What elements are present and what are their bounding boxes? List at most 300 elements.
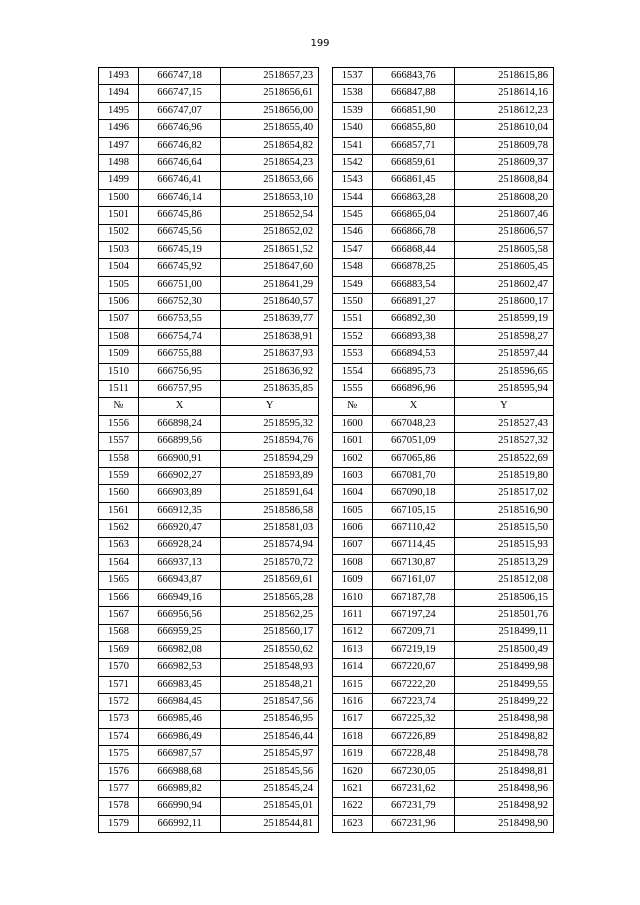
y-coordinate-cell: 2518562,25	[221, 607, 319, 624]
y-coordinate-cell: 2518652,02	[221, 224, 319, 241]
x-coordinate-cell: 666859,61	[372, 154, 454, 171]
x-coordinate-cell: 666983,45	[139, 676, 221, 693]
column-gap	[319, 433, 333, 450]
y-coordinate-cell: 2518527,32	[454, 433, 553, 450]
table-row	[99, 276, 554, 293]
column-gap	[319, 85, 333, 102]
x-coordinate-cell: 666863,28	[372, 189, 454, 206]
table-row	[99, 328, 554, 345]
point-number-cell: 1554	[332, 363, 372, 380]
point-number-cell: 1564	[99, 554, 139, 571]
column-gap	[319, 659, 333, 676]
point-number-cell: 1507	[99, 311, 139, 328]
y-coordinate-cell: 2518545,01	[221, 798, 319, 815]
column-gap	[319, 467, 333, 484]
column-gap	[319, 798, 333, 815]
table-row	[99, 102, 554, 119]
point-number-cell: 1503	[99, 241, 139, 258]
x-coordinate-cell: 666878,25	[372, 259, 454, 276]
coordinates-table	[98, 67, 554, 833]
x-coordinate-cell: 666746,82	[139, 137, 221, 154]
x-coordinate-cell: 667130,87	[372, 554, 454, 571]
point-number-cell: 1540	[332, 120, 372, 137]
point-number-cell: 1617	[332, 711, 372, 728]
header-y: Y	[221, 398, 319, 415]
point-number-cell: 1547	[332, 241, 372, 258]
point-number-cell: 1570	[99, 659, 139, 676]
y-coordinate-cell: 2518499,11	[454, 624, 553, 641]
x-coordinate-cell: 666985,46	[139, 711, 221, 728]
point-number-cell: 1537	[332, 68, 372, 85]
column-gap	[319, 711, 333, 728]
y-coordinate-cell: 2518609,78	[454, 137, 553, 154]
point-number-cell: 1577	[99, 781, 139, 798]
y-coordinate-cell: 2518654,82	[221, 137, 319, 154]
x-coordinate-cell: 667219,19	[372, 641, 454, 658]
point-number-cell: 1566	[99, 589, 139, 606]
point-number-cell: 1500	[99, 189, 139, 206]
point-number-cell: 1546	[332, 224, 372, 241]
table-row	[99, 346, 554, 363]
column-gap	[319, 554, 333, 571]
table-row	[99, 224, 554, 241]
y-coordinate-cell: 2518501,76	[454, 607, 553, 624]
x-coordinate-cell: 666937,13	[139, 554, 221, 571]
x-coordinate-cell: 666943,87	[139, 572, 221, 589]
x-coordinate-cell: 667222,20	[372, 676, 454, 693]
x-coordinate-cell: 666754,74	[139, 328, 221, 345]
x-coordinate-cell: 666912,35	[139, 502, 221, 519]
x-coordinate-cell: 666987,57	[139, 746, 221, 763]
point-number-cell: 1608	[332, 554, 372, 571]
y-coordinate-cell: 2518614,16	[454, 85, 553, 102]
x-coordinate-cell: 666746,14	[139, 189, 221, 206]
column-gap	[319, 294, 333, 311]
column-gap	[319, 102, 333, 119]
y-coordinate-cell: 2518656,00	[221, 102, 319, 119]
y-coordinate-cell: 2518597,44	[454, 346, 553, 363]
y-coordinate-cell: 2518609,37	[454, 154, 553, 171]
table-row	[99, 502, 554, 519]
y-coordinate-cell: 2518637,93	[221, 346, 319, 363]
y-coordinate-cell: 2518517,02	[454, 485, 553, 502]
x-coordinate-cell: 666745,19	[139, 241, 221, 258]
x-coordinate-cell: 666893,38	[372, 328, 454, 345]
x-coordinate-cell: 666899,56	[139, 433, 221, 450]
y-coordinate-cell: 2518546,44	[221, 728, 319, 745]
y-coordinate-cell: 2518605,58	[454, 241, 553, 258]
x-coordinate-cell: 666745,86	[139, 207, 221, 224]
column-gap	[319, 398, 333, 415]
point-number-cell: 1499	[99, 172, 139, 189]
x-coordinate-cell: 666847,88	[372, 85, 454, 102]
point-number-cell: 1550	[332, 294, 372, 311]
x-coordinate-cell: 667226,89	[372, 728, 454, 745]
table-row	[99, 172, 554, 189]
table-header-row	[99, 398, 554, 415]
y-coordinate-cell: 2518560,17	[221, 624, 319, 641]
column-gap	[319, 781, 333, 798]
table-row	[99, 537, 554, 554]
column-gap	[319, 311, 333, 328]
table-row	[99, 259, 554, 276]
x-coordinate-cell: 666902,27	[139, 467, 221, 484]
point-number-cell: 1548	[332, 259, 372, 276]
table-row	[99, 120, 554, 137]
point-number-cell: 1563	[99, 537, 139, 554]
table-row	[99, 781, 554, 798]
x-coordinate-cell: 666851,90	[372, 102, 454, 119]
point-number-cell: 1561	[99, 502, 139, 519]
table-row	[99, 467, 554, 484]
table-row	[99, 572, 554, 589]
point-number-cell: 1495	[99, 102, 139, 119]
point-number-cell: 1565	[99, 572, 139, 589]
point-number-cell: 1494	[99, 85, 139, 102]
point-number-cell: 1616	[332, 694, 372, 711]
x-coordinate-cell: 666747,18	[139, 68, 221, 85]
point-number-cell: 1551	[332, 311, 372, 328]
y-coordinate-cell: 2518546,95	[221, 711, 319, 728]
x-coordinate-cell: 666990,94	[139, 798, 221, 815]
point-number-cell: 1553	[332, 346, 372, 363]
point-number-cell: 1552	[332, 328, 372, 345]
x-coordinate-cell: 666747,15	[139, 85, 221, 102]
y-coordinate-cell: 2518594,29	[221, 450, 319, 467]
table-row	[99, 485, 554, 502]
x-coordinate-cell: 666883,54	[372, 276, 454, 293]
column-gap	[319, 763, 333, 780]
point-number-cell: 1621	[332, 781, 372, 798]
point-number-cell: 1572	[99, 694, 139, 711]
y-coordinate-cell: 2518545,24	[221, 781, 319, 798]
point-number-cell: 1501	[99, 207, 139, 224]
column-gap	[319, 589, 333, 606]
y-coordinate-cell: 2518519,80	[454, 467, 553, 484]
y-coordinate-cell: 2518498,90	[454, 815, 553, 832]
x-coordinate-cell: 667090,18	[372, 485, 454, 502]
point-number-cell: 1555	[332, 381, 372, 398]
point-number-cell: 1562	[99, 520, 139, 537]
table-row	[99, 746, 554, 763]
point-number-cell: 1573	[99, 711, 139, 728]
x-coordinate-cell: 666746,96	[139, 120, 221, 137]
y-coordinate-cell: 2518653,66	[221, 172, 319, 189]
x-coordinate-cell: 667187,78	[372, 589, 454, 606]
point-number-cell: 1614	[332, 659, 372, 676]
table-row	[99, 415, 554, 432]
y-coordinate-cell: 2518657,23	[221, 68, 319, 85]
x-coordinate-cell: 666895,73	[372, 363, 454, 380]
x-coordinate-cell: 666988,68	[139, 763, 221, 780]
column-gap	[319, 415, 333, 432]
y-coordinate-cell: 2518498,82	[454, 728, 553, 745]
column-gap	[319, 815, 333, 832]
column-gap	[319, 137, 333, 154]
point-number-cell: 1506	[99, 294, 139, 311]
point-number-cell: 1508	[99, 328, 139, 345]
y-coordinate-cell: 2518595,32	[221, 415, 319, 432]
y-coordinate-cell: 2518608,20	[454, 189, 553, 206]
x-coordinate-cell: 666989,82	[139, 781, 221, 798]
table-row	[99, 311, 554, 328]
x-coordinate-cell: 666857,71	[372, 137, 454, 154]
column-gap	[319, 641, 333, 658]
y-coordinate-cell: 2518548,21	[221, 676, 319, 693]
y-coordinate-cell: 2518586,58	[221, 502, 319, 519]
column-gap	[319, 224, 333, 241]
x-coordinate-cell: 666898,24	[139, 415, 221, 432]
y-coordinate-cell: 2518547,56	[221, 694, 319, 711]
x-coordinate-cell: 666892,30	[372, 311, 454, 328]
point-number-cell: 1611	[332, 607, 372, 624]
y-coordinate-cell: 2518581,03	[221, 520, 319, 537]
x-coordinate-cell: 667048,23	[372, 415, 454, 432]
point-number-cell: 1605	[332, 502, 372, 519]
column-gap	[319, 728, 333, 745]
x-coordinate-cell: 667051,09	[372, 433, 454, 450]
x-coordinate-cell: 667223,74	[372, 694, 454, 711]
y-coordinate-cell: 2518654,23	[221, 154, 319, 171]
table-row	[99, 641, 554, 658]
column-gap	[319, 259, 333, 276]
table-row	[99, 659, 554, 676]
point-number-cell: 1545	[332, 207, 372, 224]
header-x: X	[372, 398, 454, 415]
x-coordinate-cell: 667105,15	[372, 502, 454, 519]
point-number-cell: 1575	[99, 746, 139, 763]
point-number-cell: 1557	[99, 433, 139, 450]
x-coordinate-cell: 666752,30	[139, 294, 221, 311]
y-coordinate-cell: 2518499,22	[454, 694, 553, 711]
y-coordinate-cell: 2518647,60	[221, 259, 319, 276]
table-row	[99, 381, 554, 398]
header-number: №	[332, 398, 372, 415]
table-row	[99, 450, 554, 467]
y-coordinate-cell: 2518653,10	[221, 189, 319, 206]
table-row	[99, 711, 554, 728]
point-number-cell: 1496	[99, 120, 139, 137]
x-coordinate-cell: 666949,16	[139, 589, 221, 606]
column-gap	[319, 485, 333, 502]
y-coordinate-cell: 2518545,97	[221, 746, 319, 763]
x-coordinate-cell: 666757,95	[139, 381, 221, 398]
point-number-cell: 1560	[99, 485, 139, 502]
x-coordinate-cell: 666986,49	[139, 728, 221, 745]
y-coordinate-cell: 2518550,62	[221, 641, 319, 658]
x-coordinate-cell: 666855,80	[372, 120, 454, 137]
point-number-cell: 1602	[332, 450, 372, 467]
column-gap	[319, 694, 333, 711]
x-coordinate-cell: 666751,00	[139, 276, 221, 293]
table-row	[99, 589, 554, 606]
y-coordinate-cell: 2518636,92	[221, 363, 319, 380]
column-gap	[319, 241, 333, 258]
x-coordinate-cell: 666984,45	[139, 694, 221, 711]
point-number-cell: 1603	[332, 467, 372, 484]
y-coordinate-cell: 2518596,65	[454, 363, 553, 380]
point-number-cell: 1607	[332, 537, 372, 554]
column-gap	[319, 450, 333, 467]
column-gap	[319, 154, 333, 171]
y-coordinate-cell: 2518595,94	[454, 381, 553, 398]
y-coordinate-cell: 2518515,50	[454, 520, 553, 537]
y-coordinate-cell: 2518598,27	[454, 328, 553, 345]
point-number-cell: 1579	[99, 815, 139, 832]
point-number-cell: 1571	[99, 676, 139, 693]
y-coordinate-cell: 2518635,85	[221, 381, 319, 398]
table-row	[99, 728, 554, 745]
point-number-cell: 1543	[332, 172, 372, 189]
point-number-cell: 1604	[332, 485, 372, 502]
table-row	[99, 85, 554, 102]
y-coordinate-cell: 2518638,91	[221, 328, 319, 345]
point-number-cell: 1538	[332, 85, 372, 102]
point-number-cell: 1498	[99, 154, 139, 171]
x-coordinate-cell: 666747,07	[139, 102, 221, 119]
y-coordinate-cell: 2518570,72	[221, 554, 319, 571]
x-coordinate-cell: 666756,95	[139, 363, 221, 380]
x-coordinate-cell: 667065,86	[372, 450, 454, 467]
x-coordinate-cell: 667231,96	[372, 815, 454, 832]
table-row	[99, 607, 554, 624]
column-gap	[319, 68, 333, 85]
point-number-cell: 1606	[332, 520, 372, 537]
x-coordinate-cell: 666753,55	[139, 311, 221, 328]
y-coordinate-cell: 2518498,96	[454, 781, 553, 798]
point-number-cell: 1623	[332, 815, 372, 832]
point-number-cell: 1620	[332, 763, 372, 780]
x-coordinate-cell: 666896,96	[372, 381, 454, 398]
table-row	[99, 433, 554, 450]
y-coordinate-cell: 2518655,40	[221, 120, 319, 137]
x-coordinate-cell: 667231,79	[372, 798, 454, 815]
point-number-cell: 1618	[332, 728, 372, 745]
point-number-cell: 1574	[99, 728, 139, 745]
header-number: №	[99, 398, 139, 415]
point-number-cell: 1567	[99, 607, 139, 624]
y-coordinate-cell: 2518651,52	[221, 241, 319, 258]
column-gap	[319, 520, 333, 537]
y-coordinate-cell: 2518498,81	[454, 763, 553, 780]
point-number-cell: 1549	[332, 276, 372, 293]
y-coordinate-cell: 2518512,08	[454, 572, 553, 589]
x-coordinate-cell: 666956,56	[139, 607, 221, 624]
table-row	[99, 68, 554, 85]
point-number-cell: 1505	[99, 276, 139, 293]
x-coordinate-cell: 667161,07	[372, 572, 454, 589]
x-coordinate-cell: 666959,25	[139, 624, 221, 641]
point-number-cell: 1511	[99, 381, 139, 398]
point-number-cell: 1504	[99, 259, 139, 276]
column-gap	[319, 328, 333, 345]
column-gap	[319, 676, 333, 693]
y-coordinate-cell: 2518569,61	[221, 572, 319, 589]
y-coordinate-cell: 2518607,46	[454, 207, 553, 224]
table-row	[99, 676, 554, 693]
x-coordinate-cell: 666982,53	[139, 659, 221, 676]
point-number-cell: 1609	[332, 572, 372, 589]
y-coordinate-cell: 2518610,04	[454, 120, 553, 137]
y-coordinate-cell: 2518600,17	[454, 294, 553, 311]
column-gap	[319, 363, 333, 380]
column-gap	[319, 346, 333, 363]
x-coordinate-cell: 666746,41	[139, 172, 221, 189]
point-number-cell: 1544	[332, 189, 372, 206]
point-number-cell: 1510	[99, 363, 139, 380]
y-coordinate-cell: 2518608,84	[454, 172, 553, 189]
x-coordinate-cell: 666920,47	[139, 520, 221, 537]
x-coordinate-cell: 666866,78	[372, 224, 454, 241]
y-coordinate-cell: 2518652,54	[221, 207, 319, 224]
x-coordinate-cell: 666865,04	[372, 207, 454, 224]
table-row	[99, 294, 554, 311]
point-number-cell: 1509	[99, 346, 139, 363]
y-coordinate-cell: 2518498,78	[454, 746, 553, 763]
x-coordinate-cell: 666861,45	[372, 172, 454, 189]
column-gap	[319, 276, 333, 293]
y-coordinate-cell: 2518640,57	[221, 294, 319, 311]
table-row	[99, 154, 554, 171]
y-coordinate-cell: 2518602,47	[454, 276, 553, 293]
table-row	[99, 815, 554, 832]
column-gap	[319, 120, 333, 137]
y-coordinate-cell: 2518544,81	[221, 815, 319, 832]
column-gap	[319, 537, 333, 554]
point-number-cell: 1610	[332, 589, 372, 606]
column-gap	[319, 172, 333, 189]
y-coordinate-cell: 2518593,89	[221, 467, 319, 484]
table-row	[99, 798, 554, 815]
column-gap	[319, 502, 333, 519]
column-gap	[319, 189, 333, 206]
y-coordinate-cell: 2518500,49	[454, 641, 553, 658]
point-number-cell: 1578	[99, 798, 139, 815]
x-coordinate-cell: 667081,70	[372, 467, 454, 484]
header-x: X	[139, 398, 221, 415]
y-coordinate-cell: 2518498,92	[454, 798, 553, 815]
point-number-cell: 1539	[332, 102, 372, 119]
point-number-cell: 1569	[99, 641, 139, 658]
column-gap	[319, 746, 333, 763]
point-number-cell: 1612	[332, 624, 372, 641]
y-coordinate-cell: 2518615,86	[454, 68, 553, 85]
header-y: Y	[454, 398, 553, 415]
x-coordinate-cell: 666755,88	[139, 346, 221, 363]
point-number-cell: 1493	[99, 68, 139, 85]
y-coordinate-cell: 2518516,90	[454, 502, 553, 519]
x-coordinate-cell: 666903,89	[139, 485, 221, 502]
y-coordinate-cell: 2518545,56	[221, 763, 319, 780]
table-row	[99, 207, 554, 224]
column-gap	[319, 607, 333, 624]
y-coordinate-cell: 2518639,77	[221, 311, 319, 328]
y-coordinate-cell: 2518513,29	[454, 554, 553, 571]
point-number-cell: 1619	[332, 746, 372, 763]
x-coordinate-cell: 666900,91	[139, 450, 221, 467]
x-coordinate-cell: 666843,76	[372, 68, 454, 85]
y-coordinate-cell: 2518641,29	[221, 276, 319, 293]
table-row	[99, 189, 554, 206]
y-coordinate-cell: 2518605,45	[454, 259, 553, 276]
x-coordinate-cell: 666746,64	[139, 154, 221, 171]
point-number-cell: 1576	[99, 763, 139, 780]
y-coordinate-cell: 2518499,98	[454, 659, 553, 676]
y-coordinate-cell: 2518515,93	[454, 537, 553, 554]
point-number-cell: 1622	[332, 798, 372, 815]
table-row	[99, 763, 554, 780]
point-number-cell: 1600	[332, 415, 372, 432]
